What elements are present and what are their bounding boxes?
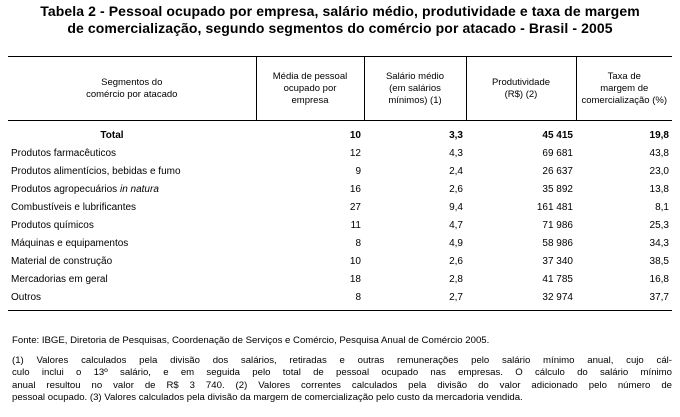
column-header-line: Segmentos do — [101, 76, 163, 88]
table-row — [8, 252, 672, 270]
cell-taxa: 38,5 — [649, 255, 669, 267]
segment-text: Produtos químicos — [11, 219, 94, 231]
cell-taxa: 23,0 — [649, 165, 669, 177]
column-header-line: mínimos) (1) — [388, 94, 442, 106]
data-table — [8, 56, 672, 311]
column-header-3 — [466, 57, 576, 121]
cell-media: 18 — [349, 273, 361, 285]
segment-text: Mercadorias em geral — [11, 273, 108, 285]
cell-produtividade: 69 681 — [542, 147, 573, 159]
cell-produtividade: 161 481 — [536, 201, 573, 213]
footnotes — [12, 355, 672, 405]
cell-produtividade: 71 986 — [542, 219, 573, 231]
footnote-line: culo inclui o 13º salário, e em seguida pelo total de pessoal ocupado nas empresas. O cálculo do salário mínimo — [12, 367, 672, 378]
cell-taxa: 16,8 — [649, 273, 669, 285]
table-title — [0, 3, 680, 37]
column-header-line: Taxa de — [607, 70, 641, 82]
cell-media: 8 — [256, 288, 364, 311]
column-header-line: margem de — [600, 82, 649, 94]
column-header-line: Produtividade — [491, 76, 551, 88]
cell-taxa: 8,1 — [655, 201, 669, 213]
cell-produtividade: 35 892 — [542, 183, 573, 195]
table-notes — [12, 335, 672, 405]
table-row — [8, 180, 672, 198]
column-header-line: comercialização (%) — [581, 94, 668, 106]
source-note: Fonte: IBGE, Diretoria de Pesquisas, Coordenação de Serviços e Comércio, Pesquisa Anual de Comércio 2005. — [12, 335, 490, 346]
column-header-2 — [364, 57, 466, 121]
segment-text: Outros — [11, 291, 42, 303]
cell-media: 9 — [355, 165, 361, 177]
segment-name — [8, 144, 256, 162]
table-row — [8, 144, 672, 162]
cell-salario: 9,4 — [449, 201, 463, 213]
table-row — [8, 162, 672, 180]
cell-taxa: 43,8 — [649, 147, 669, 159]
column-header-line: Salário médio — [385, 70, 445, 82]
cell-salario: 4,3 — [449, 147, 463, 159]
table-row — [8, 234, 672, 252]
segment-name — [8, 252, 256, 270]
column-header-line: comércio por atacado — [86, 88, 178, 100]
segment-name — [8, 162, 256, 180]
segment-text: Produtos agropecuários — [11, 183, 120, 195]
total-label: Total — [100, 129, 124, 141]
column-header-line: (R$) (2) — [504, 88, 538, 100]
cell-media: 11 — [350, 219, 361, 231]
cell-taxa: 37,7 — [576, 288, 672, 311]
segment-text: Combustíveis e lubrificantes — [11, 201, 137, 213]
segment-name — [8, 216, 256, 234]
total-produtividade: 45 415 — [542, 129, 573, 141]
header-row — [8, 57, 672, 121]
cell-media: 16 — [349, 183, 361, 195]
cell-taxa: 25,3 — [649, 219, 669, 231]
cell-produtividade: 26 637 — [542, 165, 573, 177]
column-header-line: empresa — [291, 94, 329, 106]
total-salario: 3,3 — [449, 129, 463, 141]
table-row — [8, 198, 672, 216]
segment-text: Produtos alimentícios, bebidas e fumo — [11, 165, 181, 177]
cell-salario: 4,9 — [449, 237, 463, 249]
cell-salario: 2,7 — [364, 288, 466, 311]
cell-media: 27 — [349, 201, 361, 213]
total-row — [8, 121, 672, 145]
cell-salario: 2,6 — [449, 183, 463, 195]
cell-produtividade: 32 974 — [466, 288, 576, 311]
column-header-4 — [576, 57, 672, 121]
cell-media: 10 — [349, 255, 361, 267]
cell-produtividade: 58 986 — [542, 237, 573, 249]
column-header-line: ocupado por — [283, 82, 337, 94]
column-header-line: (em salários — [389, 82, 441, 94]
footnote-line: anual resultou no valor de R$ 3 740. (2) Valores correntes calculados pela divisão do valor adicionado pelo número de — [12, 379, 672, 391]
cell-taxa: 34,3 — [649, 237, 669, 249]
title-line-2: de comercialização, segundo segmentos do comércio por atacado - Brasil - 2005 — [67, 20, 613, 36]
footnote-line: pessoal ocupado. (3) Valores calculados pela divisão da margem de comercialização pelo custo da mercadoria vendida. — [12, 392, 523, 403]
cell-media: 12 — [349, 147, 361, 159]
table-row — [8, 216, 672, 234]
segment-text: Material de construção — [11, 255, 113, 267]
table-row — [8, 288, 672, 311]
segment-text: Produtos farmacêuticos — [11, 147, 117, 159]
column-header-1 — [256, 57, 364, 121]
column-header-line: Média de pessoal — [272, 70, 348, 82]
cell-taxa: 13,8 — [649, 183, 669, 195]
segment-name — [8, 180, 256, 198]
segment-name — [8, 234, 256, 252]
footnote-line: (1) Valores calculados pela divisão dos salários, retiradas e outras remunerações pelo salário mínimo anual, cujo cál- — [12, 354, 672, 366]
title-line-1: Tabela 2 - Pessoal ocupado por empresa, salário médio, produtividade e taxa de margem — [40, 3, 640, 19]
segment-name — [8, 288, 256, 311]
cell-salario: 2,4 — [449, 165, 463, 177]
segment-name — [8, 270, 256, 288]
cell-salario: 2,6 — [449, 255, 463, 267]
cell-media: 8 — [355, 237, 361, 249]
cell-salario: 4,7 — [449, 219, 463, 231]
segment-text: Máquinas e equipamentos — [11, 237, 129, 249]
cell-produtividade: 37 340 — [542, 255, 573, 267]
cell-salario: 2,8 — [449, 273, 463, 285]
total-media: 10 — [349, 129, 361, 141]
segment-italic-text: in natura — [119, 183, 159, 195]
cell-produtividade: 41 785 — [542, 273, 573, 285]
table-row — [8, 270, 672, 288]
segment-name — [8, 198, 256, 216]
total-taxa: 19,8 — [649, 129, 669, 141]
column-header-0 — [8, 57, 256, 121]
